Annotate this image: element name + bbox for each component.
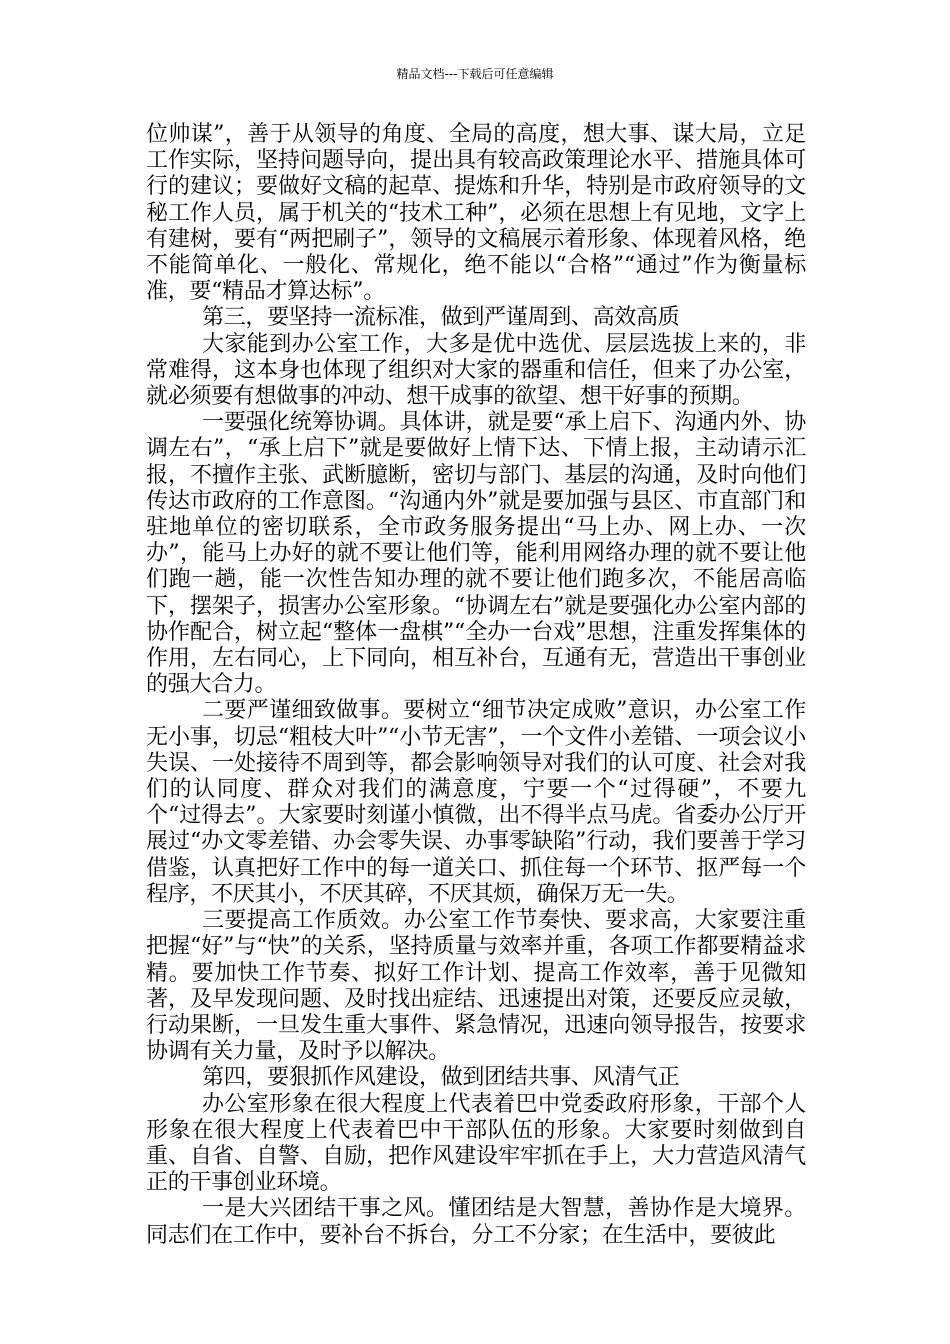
paragraph-5: 三要提高工作质效。办公室工作节奏快、要求高，大家要注重把握“好”与“快”的关系，坚持质量与效率并重，各项工作都要精益求精。要加快工作节奏、拟好工作计划、提高工作效率，善于见微知著，及早发现问题、及时找出症结、迅速提出对策，还要反应灵敏，行动果断，一旦发生重大事件、紧急情况，迅速向领导报告，按要求协调有关力量，及时予以解决。 [146, 908, 806, 1065]
document-body [146, 122, 806, 1249]
page-header: 精品文档---下载后可任意编辑 [396, 67, 554, 81]
section-heading-4: 第四，要狠抓作风建设，做到团结共事、风清气正 [202, 1065, 680, 1091]
paragraph-3: 一要强化统筹协调。具体讲，就是要“承上启下、沟通内外、协调左右”，“承上启下”就是要做好上情下达、下情上报，主动请示汇报，不擅作主张、武断臆断，密切与部门、基层的沟通，及时向他们传达市政府的工作意图。“沟通内外”就是要加强与县区、市直部门和驻地单位的密切联系，全市政务服务提出“马上办、网上办、一次办”，能马上办好的就不要让他们等，能利用网络办理的就不要让他们跑一趟，能一次性告知办理的就不要让他们跑多次，不能居高临下，摆架子，损害办公室形象。“协调左右”就是要强化办公室内部的协作配合，树立起“整体一盘棋”“全办一台戏”思想，注重发挥集体的作用，左右同心，上下同向，相互补台，互通有无，营造出干事创业的强大合力。 [146, 410, 806, 698]
paragraph-1: 位帅谋”，善于从领导的角度、全局的高度，想大事、谋大局，立足工作实际，坚持问题导向，提出具有较高政策理论水平、措施具体可行的建议；要做好文稿的起草、提炼和升华，特别是市政府领导的文秘工作人员，属于机关的“技术工种”，必须在思想上有见地，文字上有建树，要有“两把刷子”，领导的文稿展示着形象、体现着风格，绝不能简单化、一般化、常规化，绝不能以“合格”“通过”作为衡量标准，要“精品才算达标”。 [146, 122, 806, 305]
paragraph-2: 大家能到办公室工作，大多是优中选优、层层选拔上来的，非常难得，这本身也体现了组织对大家的器重和信任，但来了办公室，就必须要有想做事的冲动、想干成事的欲望、想干好事的预期。 [146, 331, 806, 410]
paragraph-7: 一是大兴团结干事之风。懂团结是大智慧，善协作是大境界。同志们在工作中，要补台不拆台，分工不分家；在生活中，要彼此 [146, 1196, 806, 1248]
paragraph-6: 办公室形象在很大程度上代表着巴中党委政府形象，干部个人形象在很大程度上代表着巴中干部队伍的形象。大家要时刻做到自重、自省、自警、自励，把作风建设牢牢抓在手上，大力营造风清气正的干事创业环境。 [146, 1091, 806, 1196]
paragraph-4: 二要严谨细致做事。要树立“细节决定成败”意识，办公室工作无小事，切忌“粗枝大叶”“小节无害”，一个文件小差错、一项会议小失误、一处接待不周到等，都会影响领导对我们的认可度、社会对我们的认同度、群众对我们的满意度，宁要一个“过得硬”，不要九个“过得去”。大家要时刻谨小慎微，出不得半点马虎。省委办公厅开展过“办文零差错、办会零失误、办事零缺陷”行动，我们要善于学习借鉴，认真把好工作中的每一道关口、抓住每一个环节、抠严每一个程序，不厌其小，不厌其碎，不厌其烦，确保万无一失。 [146, 698, 806, 907]
section-heading-3: 第三，要坚持一流标准，做到严谨周到、高效高质 [202, 305, 680, 331]
